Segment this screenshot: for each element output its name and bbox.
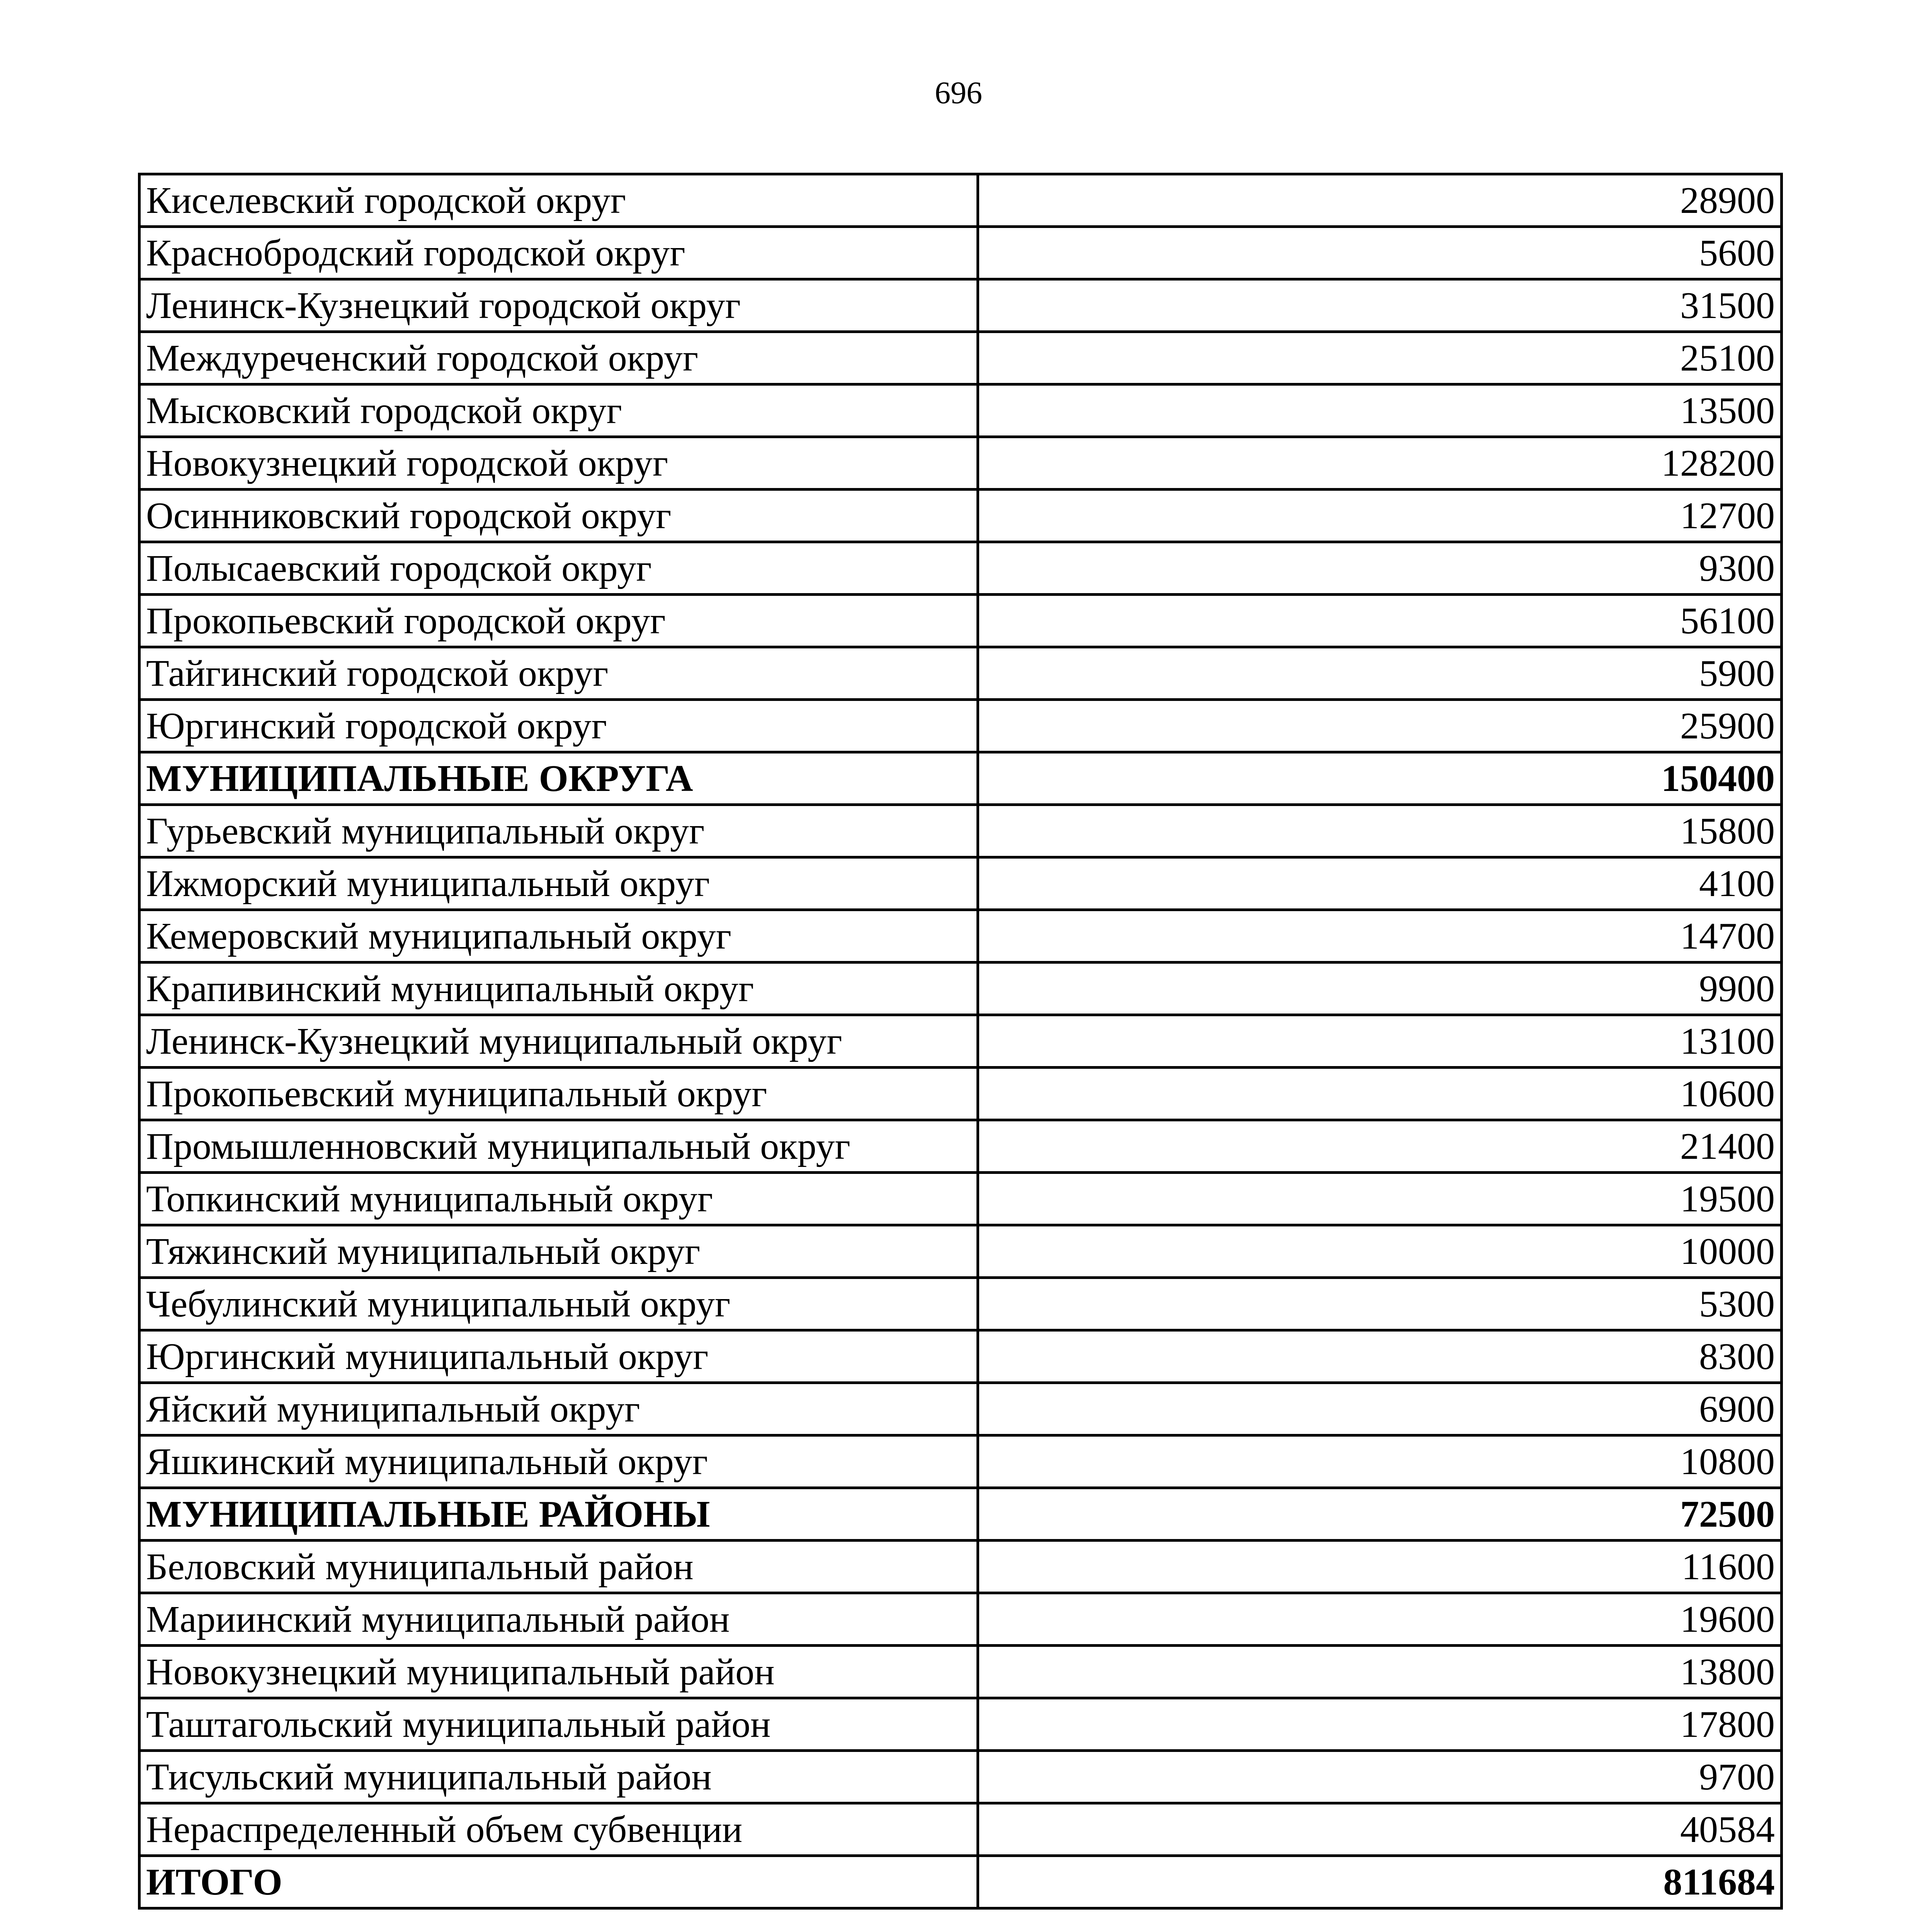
table-row bbox=[139, 542, 1782, 595]
amount-cell: 10600 bbox=[978, 1068, 1782, 1120]
amount-cell: 13100 bbox=[978, 1015, 1782, 1068]
territory-name-cell: Крапивинский муниципальный округ bbox=[139, 963, 978, 1015]
amount-cell: 13500 bbox=[978, 384, 1782, 437]
table-row bbox=[139, 647, 1782, 700]
amount-cell: 56100 bbox=[978, 595, 1782, 647]
amount-cell: 19600 bbox=[978, 1593, 1782, 1646]
table-row bbox=[139, 1593, 1782, 1646]
amount-cell: 17800 bbox=[978, 1698, 1782, 1751]
table-summary-row bbox=[139, 752, 1782, 805]
territory-name-cell: ИТОГО bbox=[139, 1856, 978, 1908]
territory-name-cell: Ленинск-Кузнецкий городской округ bbox=[139, 279, 978, 332]
amount-cell: 5600 bbox=[978, 227, 1782, 279]
table-row bbox=[139, 1068, 1782, 1120]
territory-name-cell: МУНИЦИПАЛЬНЫЕ ОКРУГА bbox=[139, 752, 978, 805]
territory-name-cell: Юргинский муниципальный округ bbox=[139, 1330, 978, 1383]
amount-cell: 150400 bbox=[978, 752, 1782, 805]
table-row bbox=[139, 857, 1782, 910]
amount-cell: 8300 bbox=[978, 1330, 1782, 1383]
territory-name-cell: Ленинск-Кузнецкий муниципальный округ bbox=[139, 1015, 978, 1068]
table-row bbox=[139, 437, 1782, 490]
amount-cell: 10000 bbox=[978, 1225, 1782, 1278]
allocation-table-body bbox=[139, 174, 1782, 1908]
territory-name-cell: Юргинский городской округ bbox=[139, 700, 978, 752]
table-row bbox=[139, 963, 1782, 1015]
territory-name-cell: Прокопьевский муниципальный округ bbox=[139, 1068, 978, 1120]
amount-cell: 21400 bbox=[978, 1120, 1782, 1173]
territory-name-cell: Кемеровский муниципальный округ bbox=[139, 910, 978, 963]
table-row bbox=[139, 1435, 1782, 1488]
table-row bbox=[139, 490, 1782, 542]
amount-cell: 4100 bbox=[978, 857, 1782, 910]
table-row bbox=[139, 1383, 1782, 1435]
amount-cell: 5900 bbox=[978, 647, 1782, 700]
table-row bbox=[139, 1803, 1782, 1856]
territory-name-cell: Осинниковский городской округ bbox=[139, 490, 978, 542]
table-row bbox=[139, 1120, 1782, 1173]
territory-name-cell: Яшкинский муниципальный округ bbox=[139, 1435, 978, 1488]
table-row bbox=[139, 1698, 1782, 1751]
table-summary-row bbox=[139, 1856, 1782, 1908]
territory-name-cell: Беловский муниципальный район bbox=[139, 1541, 978, 1593]
amount-cell: 15800 bbox=[978, 805, 1782, 857]
amount-cell: 5300 bbox=[978, 1278, 1782, 1330]
table-row bbox=[139, 1173, 1782, 1225]
table-row bbox=[139, 805, 1782, 857]
amount-cell: 811684 bbox=[978, 1856, 1782, 1908]
territory-name-cell: Новокузнецкий городской округ bbox=[139, 437, 978, 490]
table-row bbox=[139, 384, 1782, 437]
amount-cell: 31500 bbox=[978, 279, 1782, 332]
amount-cell: 25100 bbox=[978, 332, 1782, 384]
amount-cell: 28900 bbox=[978, 174, 1782, 227]
amount-cell: 40584 bbox=[978, 1803, 1782, 1856]
table-row bbox=[139, 595, 1782, 647]
table-row bbox=[139, 1541, 1782, 1593]
table-row bbox=[139, 332, 1782, 384]
territory-name-cell: Мариинский муниципальный район bbox=[139, 1593, 978, 1646]
territory-name-cell: Топкинский муниципальный округ bbox=[139, 1173, 978, 1225]
amount-cell: 128200 bbox=[978, 437, 1782, 490]
table-row bbox=[139, 1646, 1782, 1698]
amount-cell: 13800 bbox=[978, 1646, 1782, 1698]
amount-cell: 9700 bbox=[978, 1751, 1782, 1803]
territory-name-cell: Чебулинский муниципальный округ bbox=[139, 1278, 978, 1330]
territory-name-cell: Ижморский муниципальный округ bbox=[139, 857, 978, 910]
page-number: 696 bbox=[935, 75, 982, 110]
table-row bbox=[139, 910, 1782, 963]
amount-cell: 72500 bbox=[978, 1488, 1782, 1541]
amount-cell: 9300 bbox=[978, 542, 1782, 595]
territory-name-cell: Промышленновский муниципальный округ bbox=[139, 1120, 978, 1173]
amount-cell: 19500 bbox=[978, 1173, 1782, 1225]
territory-name-cell: Краснобродский городской округ bbox=[139, 227, 978, 279]
allocation-table-container bbox=[138, 173, 1780, 1910]
territory-name-cell: Гурьевский муниципальный округ bbox=[139, 805, 978, 857]
territory-name-cell: Тайгинский городской округ bbox=[139, 647, 978, 700]
table-row bbox=[139, 174, 1782, 227]
territory-name-cell: Прокопьевский городской округ bbox=[139, 595, 978, 647]
territory-name-cell: Нераспределенный объем субвенции bbox=[139, 1803, 978, 1856]
territory-name-cell: Киселевский городской округ bbox=[139, 174, 978, 227]
table-row bbox=[139, 279, 1782, 332]
territory-name-cell: МУНИЦИПАЛЬНЫЕ РАЙОНЫ bbox=[139, 1488, 978, 1541]
territory-name-cell: Тисульский муниципальный район bbox=[139, 1751, 978, 1803]
territory-name-cell: Яйский муниципальный округ bbox=[139, 1383, 978, 1435]
amount-cell: 14700 bbox=[978, 910, 1782, 963]
amount-cell: 25900 bbox=[978, 700, 1782, 752]
table-row bbox=[139, 1330, 1782, 1383]
table-row bbox=[139, 1278, 1782, 1330]
allocation-table bbox=[138, 173, 1783, 1910]
table-summary-row bbox=[139, 1488, 1782, 1541]
territory-name-cell: Полысаевский городской округ bbox=[139, 542, 978, 595]
table-row bbox=[139, 1751, 1782, 1803]
territory-name-cell: Междуреченский городской округ bbox=[139, 332, 978, 384]
amount-cell: 9900 bbox=[978, 963, 1782, 1015]
table-row bbox=[139, 700, 1782, 752]
table-row bbox=[139, 227, 1782, 279]
territory-name-cell: Мысковский городской округ bbox=[139, 384, 978, 437]
table-row bbox=[139, 1015, 1782, 1068]
amount-cell: 12700 bbox=[978, 490, 1782, 542]
amount-cell: 11600 bbox=[978, 1541, 1782, 1593]
territory-name-cell: Тяжинский муниципальный округ bbox=[139, 1225, 978, 1278]
amount-cell: 10800 bbox=[978, 1435, 1782, 1488]
table-row bbox=[139, 1225, 1782, 1278]
amount-cell: 6900 bbox=[978, 1383, 1782, 1435]
territory-name-cell: Новокузнецкий муниципальный район bbox=[139, 1646, 978, 1698]
territory-name-cell: Таштагольский муниципальный район bbox=[139, 1698, 978, 1751]
